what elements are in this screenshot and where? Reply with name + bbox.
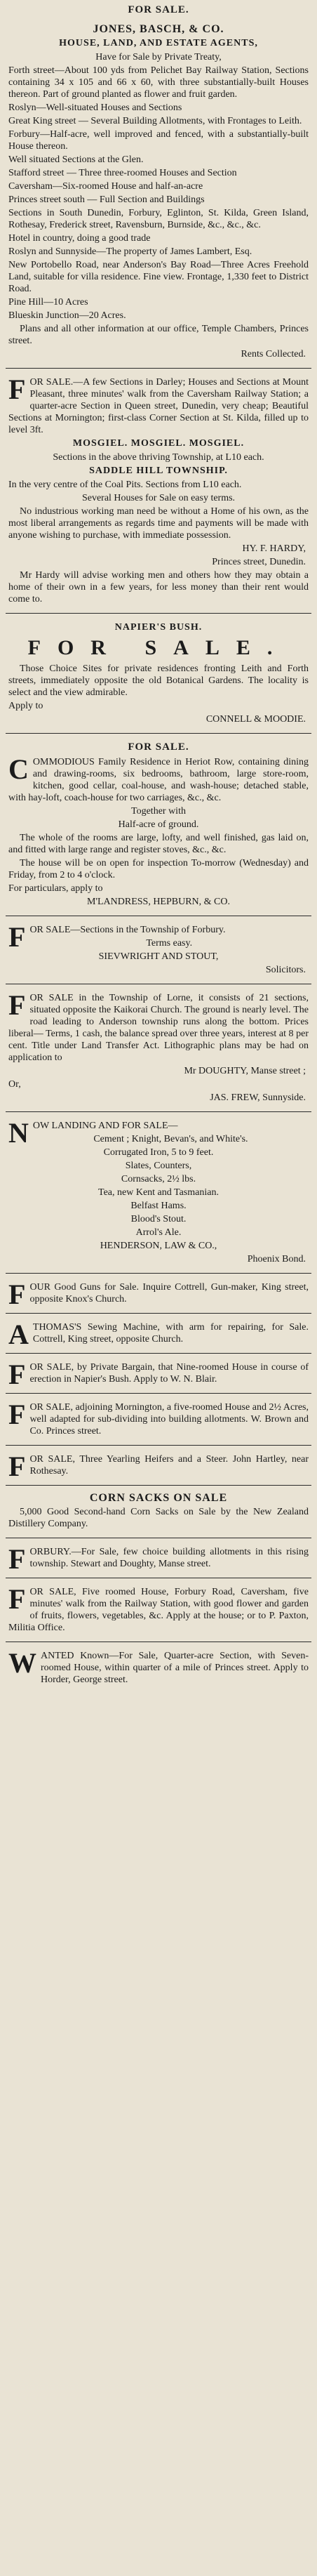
firm-name: JONES, BASCH, & CO. [93,23,224,35]
divider [6,1111,311,1112]
ad-sewing-machine [0,1316,317,1351]
ad-five-roomed-house [0,1580,317,1639]
agent-sub: Solicitors. [265,965,306,975]
list-item: Pine Hill—10 Acres [8,297,88,308]
drop-cap: F [8,1279,26,1310]
ad-body: OR SALE, by Private Bargain, that Nine-roomed House in course of erection in Napier's Bush. Apply to W. N. Blair. [29,1362,309,1385]
divider [6,1313,311,1314]
intro: Have for Sale by Private Treaty, [95,52,222,62]
details-text: The whole of the rooms are large, lofty, and well finished, gas laid on, and fitted with large range and register stoves, &c., &c. [8,833,309,855]
divider [6,1393,311,1394]
ad-lead: OR SALE. [29,377,74,388]
list-item: Forth street—About 100 yds from Pelichet Bay Railway Station, Sections containing 34 x 105 and 66 x 60, with three substantially-built Houses thereon. Part of ground planted as flower and fruit garden. [8,65,309,100]
list-item: Roslyn—Well-situated Houses and Sections [8,103,182,113]
drop-cap: F [8,1359,26,1390]
divider [6,1353,311,1354]
drop-cap: W [8,1647,36,1679]
list-item: Hotel in country, doing a good trade [8,233,151,244]
drop-cap: N [8,1117,29,1149]
list-item: Arrol's Ale. [135,1227,182,1238]
drop-cap: F [8,1451,26,1482]
mosgiel-heading: MOSGIEL. MOSGIEL. MOSGIEL. [72,438,245,449]
agent-address: Phoenix Bond. [247,1254,306,1264]
ad-now-landing [0,1114,317,1271]
ad-nine-roomed-house [0,1356,317,1391]
ad-corn-sacks [0,1488,317,1535]
ad-body: 5,000 Good Second-hand Corn Sacks on Sale by the New Zealand Distillery Company. [8,1507,309,1529]
list-item: Caversham—Six-roomed House and half-an-acre [8,181,203,192]
ad-heading: FOR SALE. [128,741,189,753]
jas-frew: JAS. FREW, Sunnyside. [210,1092,306,1103]
divider [6,613,311,614]
for-sale-banner: FOR SALE. [27,636,290,659]
ad-footer: Plans and all other information at our office, Temple Chambers, Princes street. [8,324,309,346]
rents-collected: Rents Collected. [241,349,306,359]
ad-forbury-allotments [0,1540,317,1576]
drop-cap: A [8,1319,29,1350]
houses-text: Several Houses for Sale on easy terms. [81,493,236,503]
view-text: The house will be on open for inspection To-morrow (Wednesday) and Friday, from 2 to 4 o'clock. [8,858,309,880]
ad-body: Those Choice Sites for private residences fronting Leith and Forth streets, immediately opposite the old Botanical Gardens. The locality is select and the view admirable. [8,663,309,698]
ad-heriot-row [0,736,317,913]
working-text: No industrious working man need be without a Home of his own, as the most liberal arrangements as regards time and payments will be made with anyone wishing to purchase, with immediate possession. [8,506,309,541]
list-item: Belfast Hams. [130,1201,187,1211]
ad-body: OR SALE, Five roomed House, Forbury Road, Caversham, five minutes' walk from the Railway Station, with good flower and garden of fruits, flowers, vegetables, &c. Apply at the house; or to P. Paxton, Militia Office. [8,1587,309,1633]
saddle-text: In the very centre of the Coal Pits. Sections from L10 each. [8,480,242,490]
list-item: Great King street — Several Building Allotments, with Frontages to Leith. [8,116,302,126]
list-item: Princes street south — Full Section and Buildings [8,194,205,205]
drop-cap: C [8,753,29,785]
particulars-text: For particulars, apply to [8,883,103,894]
apply-text: Apply to [8,701,43,711]
township-text: Sections in the above thriving Township, at L10 each. [53,452,264,463]
signer-address: Princes street, Dunedin. [212,557,306,567]
list-item: Cornsacks, 2½ lbs. [121,1174,196,1184]
divider [6,1485,311,1486]
ad-mornington [0,1396,317,1443]
half-acre-text: Half-acre of ground. [118,819,199,830]
ad-body: OUR Good Guns for Sale. Inquire Cottrell, Gun-maker, King street, opposite Knox's Church. [29,1282,309,1304]
ad-jones-basch [0,19,317,366]
ad-body: OR SALE, Three Yearling Heifers and a Steer. John Hartley, near Rothesay. [29,1454,309,1477]
agent: CONNELL & MOODIE. [205,714,306,725]
signer: HY. F. HARDY, [242,543,306,554]
drop-cap: F [8,374,26,405]
ad-hardy [0,371,317,611]
agent: HENDERSON, LAW & CO., [100,1241,217,1251]
divider [6,1445,311,1446]
or-text: Or, [8,1079,21,1090]
divider [6,1273,311,1274]
list-item: Roslyn and Sunnyside—The property of James Lambert, Esq. [8,246,252,257]
list-item: New Portobello Road, near Anderson's Bay Road—Three Acres Freehold Land, suitable for villa residence. Fine view. Frontage, 1,330 feet to District Road. [8,260,309,294]
firm-subtitle: HOUSE, LAND, AND ESTATE AGENTS, [59,38,258,48]
list-item: Sections in South Dunedin, Forbury, Eglinton, St. Kilda, Green Island, Rothesay, Frederick street, Ravensburn, Burnside, &c., &c., &c. [8,208,309,230]
list-item: Blood's Stout. [130,1214,187,1224]
ad-body: —A few Sections in Darley; Houses and Sections at Mount Pleasant, three minutes' walk from the Caversham Railway Station; a quarter-acre Section in Queen street, Dunedin, very cheap; Beautiful Sections at Mornington; first-class Corner Section at St. Kilda, filled up to level 3ft. [8,377,309,435]
ad-body: OR SALE in the Township of Lorne, it consists of 21 sections, situated opposite the Kaikorai Church. The ground is nearly level. The road leading to Anderson township runs along the bottom. Prices liberal— Terms, 1 cash, the balance spread over three years, interest at 8 per cent. Title under Land Transfer Act. Lithographic plans may be had on application to [8,993,309,1063]
ad-body: ANTED Known—For Sale, Quarter-acre Section, with Seven-roomed House, within quarter of a mile of Princes street. Apply to Horder, George street. [41,1651,309,1685]
ad-guns [0,1276,317,1311]
ad-heifers [0,1448,317,1483]
ad-lorne [0,986,317,1109]
closing-text: Mr Hardy will advise working men and others how they may obtain a home of their own in a few years, for less money than their rent would come to. [8,570,309,605]
drop-cap: F [8,1399,26,1430]
together-text: Together with [131,806,186,817]
ad-wanted-known [0,1644,317,1691]
list-item: Corrugated Iron, 5 to 9 feet. [103,1147,214,1158]
ad-napiers-bush [0,616,317,731]
list-item: Slates, Counters, [125,1161,192,1171]
ad-forbury-sections [0,918,317,982]
divider [6,733,311,734]
ad-body: OR SALE, adjoining Mornington, a five-roomed House and 2½ Acres, well adapted for sub-dividing into building allotments. W. Brown and Co. Princes street. [29,1402,309,1436]
list-item: Tea, new Kent and Tasmanian. [98,1187,219,1198]
ad-body: OMMODIOUS Family Residence in Heriot Row, containing dining and drawing-rooms, six bedrooms, bathroom, large store-room, kitchen, good cellar, coal-house, and wash-house; detached stable, with hay-loft, coach-house for two carriages, &c., &c. [8,757,309,803]
mr-doughty: Mr DOUGHTY, Manse street ; [184,1066,306,1076]
list-item: Cement ; Knight, Bevan's, and White's. [93,1134,248,1144]
terms-text: Terms easy. [146,938,193,949]
drop-cap: F [8,989,26,1021]
list-item: Well situated Sections at the Glen. [8,154,144,165]
list-item: Forbury—Half-acre, well improved and fenced, with a substantially-built House thereon. [8,129,309,152]
ad-body: OR SALE—Sections in the Township of Forbury. [29,925,226,935]
drop-cap: F [8,1583,26,1615]
drop-cap: F [8,1543,26,1575]
agent: M'LANDRESS, HEPBURN, & CO. [87,897,230,907]
section-heading: FOR SALE. [128,4,189,15]
list-item: Stafford street — Three three-roomed Houses and Section [8,168,237,178]
ad-title: NAPIER'S BUSH. [114,622,203,633]
saddle-heading: SADDLE HILL TOWNSHIP. [89,465,228,476]
agent: SIEVWRIGHT AND STOUT, [98,951,219,962]
list-item: Blueskin Junction—20 Acres. [8,310,126,321]
ad-title: CORN SACKS ON SALE [89,1492,228,1504]
ad-lead: OW LANDING AND FOR SALE— [32,1121,178,1131]
ad-body: THOMAS'S Sewing Machine, with arm for repairing, for Sale. Cottrell, King street, opposite Church. [32,1322,309,1345]
drop-cap: F [8,921,26,953]
ad-body: ORBURY.—For Sale, few choice building allotments in this rising township. Stewart and Doughty, Manse street. [29,1547,309,1569]
divider [6,368,311,369]
